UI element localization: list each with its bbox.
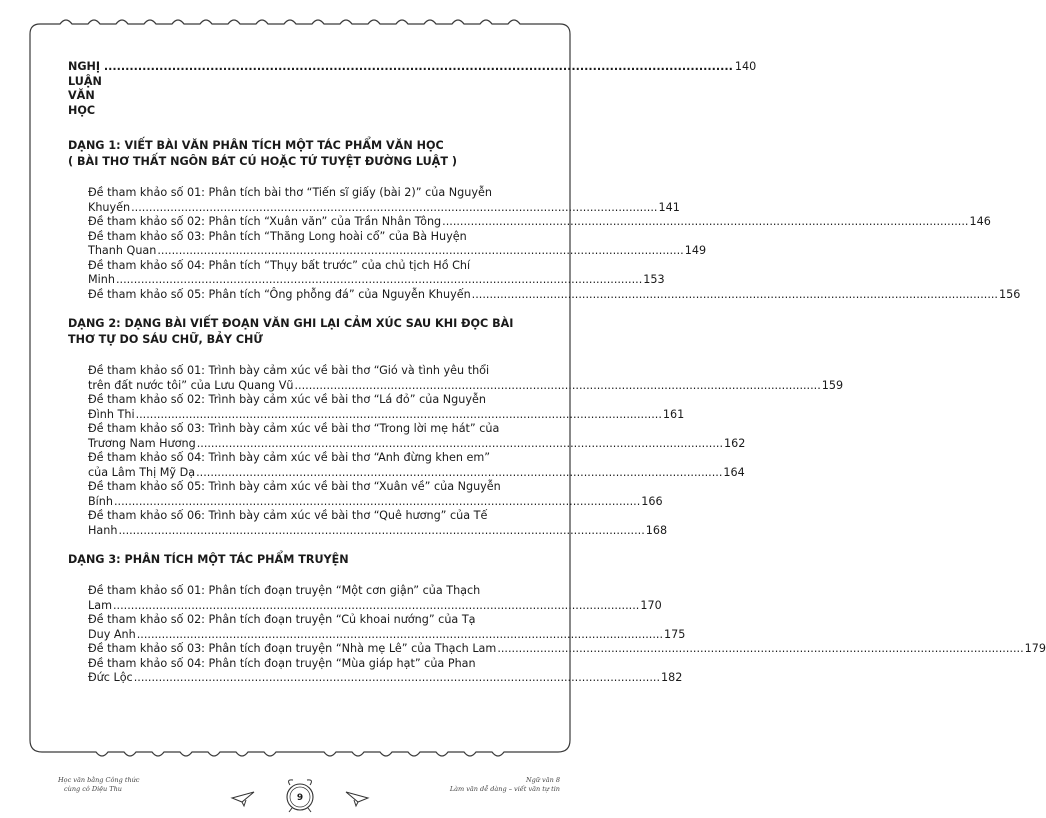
dot-leader: .................................................................................................................................................... bbox=[136, 627, 664, 641]
toc-entry[interactable] bbox=[88, 451, 745, 480]
toc-entry-last-line bbox=[88, 407, 685, 423]
dot-leader: .................................................................................................................................................... bbox=[442, 215, 969, 228]
toc-entry-last-line bbox=[88, 273, 665, 288]
toc-entry-last-line bbox=[88, 378, 844, 394]
section-title bbox=[68, 138, 534, 170]
toc-entry-first-line: Đề tham khảo số 06: Trình bày cảm xúc về bài thơ “Quê hương” của Tế bbox=[88, 509, 488, 522]
section-title-line: DẠNG 2: DẠNG BÀI VIẾT ĐOẠN VĂN GHI LẠI CẢM XÚC SAU KHI ĐỌC BÀI bbox=[68, 317, 514, 330]
section-title-line: DẠNG 1: VIẾT BÀI VĂN PHÂN TÍCH MỘT TÁC PHẨM VĂN HỌC bbox=[68, 139, 444, 152]
toc-entry-list bbox=[68, 584, 1046, 686]
dot-leader: .................................................................................................................................................... bbox=[471, 287, 998, 301]
toc-entry-text: Thanh Quan bbox=[88, 244, 157, 257]
toc-entry-list bbox=[68, 364, 844, 538]
toc-entry[interactable] bbox=[88, 480, 663, 509]
toc-entry-last-line bbox=[88, 200, 680, 216]
dot-leader: .................................................................................................................................................... bbox=[118, 523, 645, 537]
toc-entry[interactable] bbox=[88, 186, 680, 215]
toc-main-heading[interactable] bbox=[68, 60, 757, 118]
toc-entry-page: 162 bbox=[724, 436, 746, 450]
section-title-line: ( BÀI THƠ THẤT NGÔN BÁT CÚ HOẶC TỨ TUYỆT ĐƯỜNG LUẬT ) bbox=[68, 155, 457, 168]
dot-leader: .................................................................................................................................................... bbox=[103, 60, 733, 73]
dot-leader: .................................................................................................................................................... bbox=[131, 200, 658, 214]
section-title-line: DẠNG 3: PHÂN TÍCH MỘT TÁC PHẨM TRUYỆN bbox=[68, 553, 349, 566]
toc-entry-last-line bbox=[88, 494, 663, 510]
toc-entry[interactable] bbox=[88, 656, 683, 686]
toc-entry-page: 156 bbox=[999, 287, 1021, 301]
toc-entry-last-line bbox=[88, 671, 683, 686]
toc-entry-text: Khuyến bbox=[88, 200, 131, 214]
footer-right-line: Làm văn dễ dàng – viết văn tự tin bbox=[449, 785, 560, 793]
toc-entry-last-line bbox=[88, 642, 1046, 657]
toc-entry-last-line bbox=[88, 627, 686, 643]
toc-entry-page: 141 bbox=[658, 200, 680, 214]
footer-left-line: Học văn bằng Công thức bbox=[58, 776, 140, 784]
toc-entry[interactable] bbox=[88, 509, 668, 538]
toc-entry-first-line: Đề tham khảo số 05: Trình bày cảm xúc về bài thơ “Xuân về” của Nguyễn bbox=[88, 480, 501, 493]
toc-entry-page: 149 bbox=[684, 244, 707, 257]
toc-entry-first-line: Đề tham khảo số 04: Trình bày cảm xúc về bài thơ “Anh đừng khen em” bbox=[88, 451, 491, 464]
toc-entry[interactable] bbox=[88, 613, 686, 642]
dot-leader: .................................................................................................................................................... bbox=[113, 494, 641, 508]
toc-entry-first-line: Đề tham khảo số 01: Phân tích bài thơ “Tiến sĩ giấy (bài 2)” của Nguyễn bbox=[88, 186, 492, 199]
toc-entry[interactable] bbox=[88, 584, 662, 613]
toc-entry-text: Bính bbox=[88, 494, 113, 508]
footer-left-tagline bbox=[58, 776, 168, 794]
toc-entry-page: 161 bbox=[662, 407, 685, 421]
toc-entry-page: 175 bbox=[664, 627, 686, 641]
toc-entry[interactable] bbox=[88, 258, 665, 288]
toc-entry-last-line bbox=[88, 287, 1021, 303]
dot-leader: .................................................................................................................................................... bbox=[294, 378, 821, 392]
toc-entry-text: Hanh bbox=[88, 523, 118, 537]
table-of-contents bbox=[68, 60, 1046, 700]
toc-entry-text: Đề tham khảo số 05: Phân tích “Ông phỗng đá” của Nguyễn Khuyến bbox=[88, 287, 471, 301]
toc-entry-first-line: Đề tham khảo số 02: Trình bày cảm xúc về bài thơ “Lá đỏ” của Nguyễn bbox=[88, 393, 486, 406]
dot-leader: .................................................................................................................................................... bbox=[196, 436, 724, 450]
section-title bbox=[68, 316, 534, 348]
dot-leader: .................................................................................................................................................... bbox=[135, 407, 662, 421]
toc-entry-text: Lam bbox=[88, 598, 112, 612]
footer-right-tagline bbox=[440, 776, 560, 794]
toc-entry-page: 153 bbox=[643, 273, 665, 286]
toc-entry-first-line: Đề tham khảo số 04: Phân tích “Thụy bất trước” của chủ tịch Hồ Chí bbox=[88, 258, 471, 272]
toc-entry-first-line: Đề tham khảo số 03: Trình bày cảm xúc về bài thơ “Trong lời mẹ hát” của bbox=[88, 422, 500, 435]
toc-entry-text: Đề tham khảo số 02: Phân tích “Xuân văn” của Trần Nhân Tông bbox=[88, 215, 442, 228]
toc-sections bbox=[68, 138, 1046, 686]
dot-leader: .................................................................................................................................................... bbox=[133, 671, 661, 684]
toc-main-heading-page: 140 bbox=[734, 60, 757, 73]
toc-entry-last-line bbox=[88, 598, 662, 614]
toc-entry-page: 170 bbox=[640, 598, 662, 612]
toc-entry[interactable] bbox=[88, 642, 1046, 657]
toc-entry-first-line: Đề tham khảo số 04: Phân tích đoạn truyện “Mùa giáp hạt” của Phan bbox=[88, 656, 476, 670]
section-title-line: THƠ TỰ DO SÁU CHỮ, BẢY CHỮ bbox=[68, 333, 263, 346]
footer-left-line: cùng cô Diệu Thu bbox=[64, 785, 122, 793]
toc-entry-page: 164 bbox=[723, 465, 745, 479]
page-footer bbox=[0, 760, 600, 818]
toc-entry[interactable] bbox=[88, 422, 746, 451]
toc-entry-last-line bbox=[88, 465, 745, 481]
toc-entry[interactable] bbox=[88, 215, 991, 230]
page-number: 9 bbox=[296, 793, 304, 803]
dot-leader: .................................................................................................................................................... bbox=[497, 642, 1024, 655]
toc-entry-text: Minh bbox=[88, 273, 115, 286]
toc-entry-page: 179 bbox=[1024, 642, 1046, 655]
toc-entry-page: 166 bbox=[641, 494, 663, 508]
toc-entry-last-line bbox=[88, 523, 668, 539]
toc-entry-last-line bbox=[88, 215, 991, 230]
toc-main-heading-label: NGHỊ LUẬN VĂN HỌC bbox=[68, 60, 102, 117]
section-title bbox=[68, 552, 534, 568]
toc-entry-first-line: Đề tham khảo số 02: Phân tích đoạn truyện “Củ khoai nướng” của Tạ bbox=[88, 613, 476, 626]
toc-entry-last-line bbox=[88, 244, 707, 259]
toc-entry[interactable] bbox=[88, 364, 844, 393]
footer-right-line: Ngữ văn 8 bbox=[525, 776, 560, 784]
toc-entry-text: Duy Anh bbox=[88, 627, 136, 641]
toc-entry-first-line: Đề tham khảo số 01: Trình bày cảm xúc về bài thơ “Gió và tình yêu thổi bbox=[88, 364, 490, 377]
toc-entry-page: 146 bbox=[969, 215, 991, 228]
toc-entry-page: 182 bbox=[661, 671, 683, 684]
toc-entry-first-line: Đề tham khảo số 03: Phân tích “Thăng Long hoài cổ” của Bà Huyện bbox=[88, 229, 467, 243]
toc-entry[interactable] bbox=[88, 393, 685, 422]
toc-entry-last-line bbox=[88, 436, 746, 452]
toc-entry-text: Đình Thi bbox=[88, 407, 135, 421]
toc-entry-text: Trương Nam Hương bbox=[88, 436, 196, 450]
toc-entry-text: Đức Lộc bbox=[88, 671, 133, 684]
toc-entry-page: 168 bbox=[645, 523, 668, 537]
dot-leader: .................................................................................................................................................... bbox=[196, 465, 723, 479]
toc-entry-first-line: Đề tham khảo số 01: Phân tích đoạn truyện “Một cơn giận” của Thạch bbox=[88, 584, 481, 597]
toc-entry[interactable] bbox=[88, 287, 1021, 303]
toc-entry[interactable] bbox=[88, 229, 707, 259]
dot-leader: .................................................................................................................................................... bbox=[115, 273, 643, 286]
dot-leader: .................................................................................................................................................... bbox=[157, 244, 684, 257]
toc-entry-page: 159 bbox=[821, 378, 844, 392]
toc-entry-text: của Lâm Thị Mỹ Dạ bbox=[88, 465, 196, 479]
toc-entry-list bbox=[68, 186, 1021, 302]
dot-leader: .................................................................................................................................................... bbox=[113, 598, 640, 612]
toc-entry-text: trên đất nước tôi” của Lưu Quang Vũ bbox=[88, 378, 294, 392]
toc-entry-text: Đề tham khảo số 03: Phân tích đoạn truyện “Nhà mẹ Lê” của Thạch Lam bbox=[88, 642, 497, 655]
